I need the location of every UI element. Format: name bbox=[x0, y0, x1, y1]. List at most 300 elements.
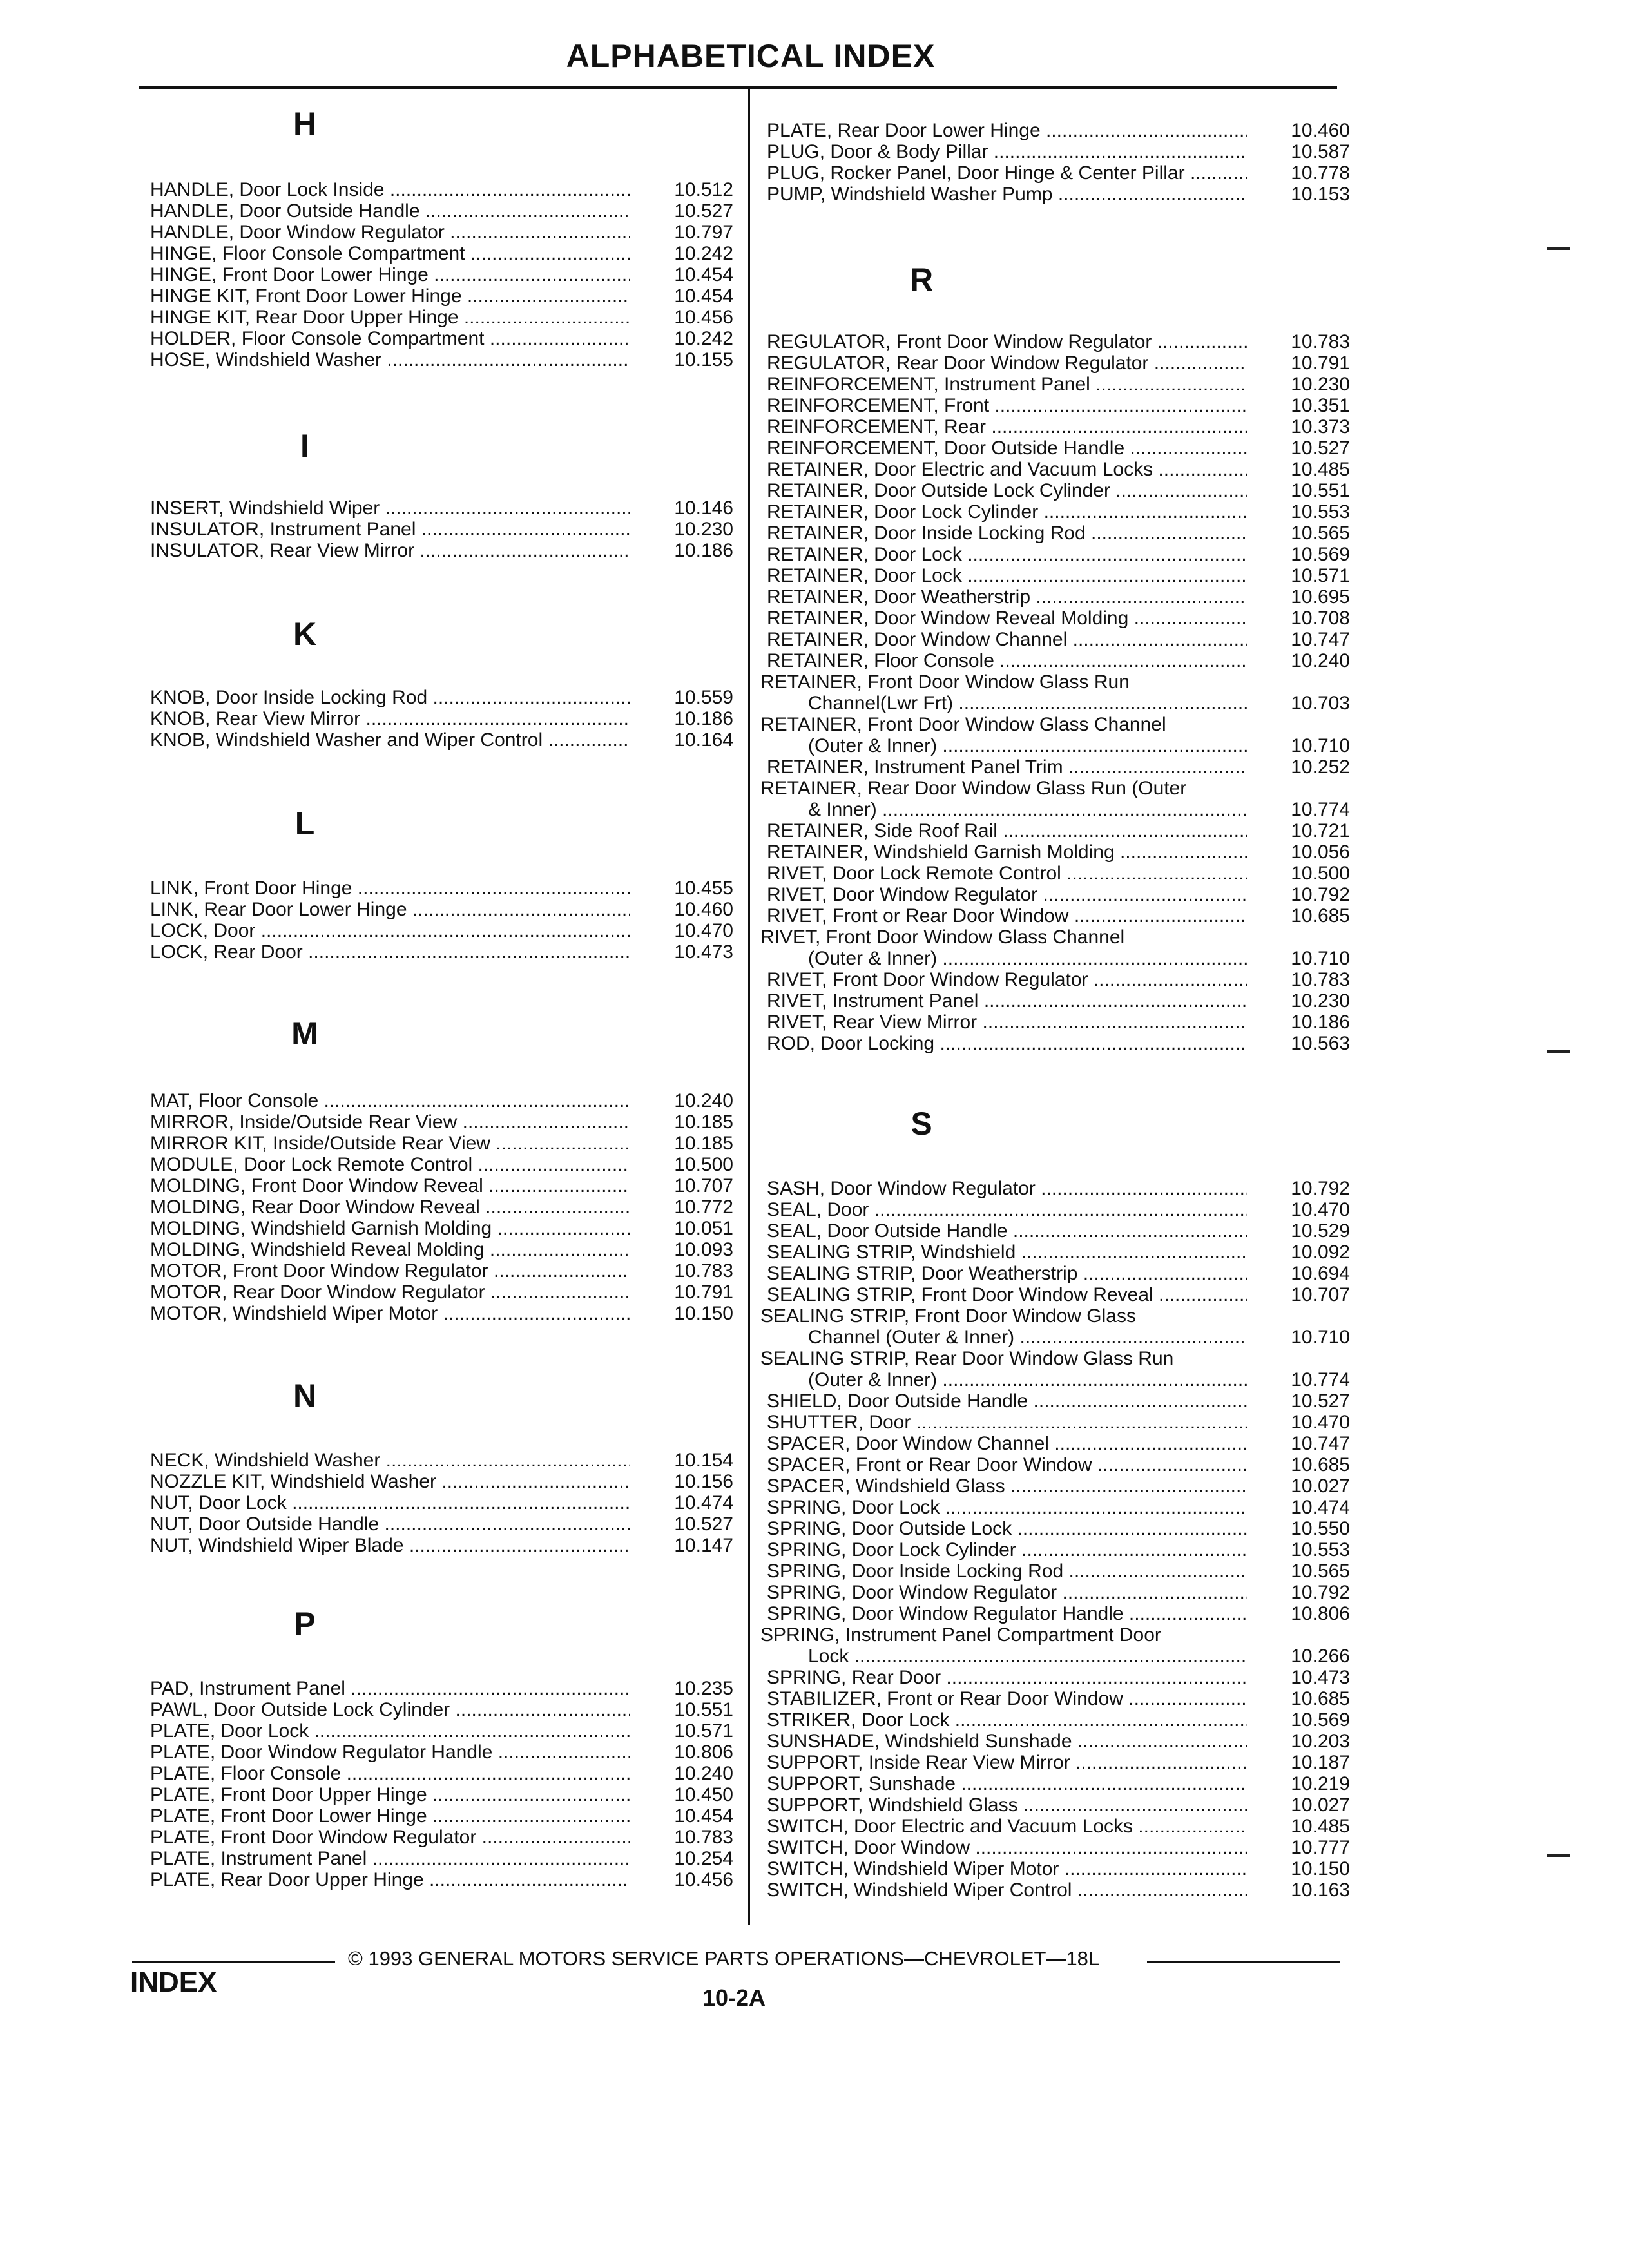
entry-page-number: 10.559 bbox=[674, 687, 733, 708]
index-entry bbox=[144, 941, 740, 963]
entry-page-number: 10.351 bbox=[1291, 395, 1350, 416]
index-entry bbox=[760, 1242, 1356, 1263]
entry-page-number: 10.473 bbox=[674, 941, 733, 963]
index-entry bbox=[144, 307, 740, 328]
entry-page-number: 10.551 bbox=[1291, 480, 1350, 501]
entry-list bbox=[144, 1090, 740, 1324]
index-entry bbox=[760, 1012, 1356, 1033]
section-letter: R bbox=[909, 262, 934, 298]
entry-text: PLATE, Door Window Regulator Handle ..... bbox=[150, 1742, 630, 1763]
section-letter: I bbox=[300, 428, 309, 464]
index-entry bbox=[144, 328, 740, 349]
index-entry bbox=[144, 1763, 740, 1784]
entry-text: STABILIZER, Front or Rear Door Window ..... bbox=[767, 1688, 1247, 1709]
index-entry bbox=[760, 1284, 1356, 1305]
index-entry bbox=[760, 756, 1356, 778]
entry-page-number: 10.373 bbox=[1291, 416, 1350, 437]
index-entry bbox=[760, 1178, 1356, 1199]
index-entry bbox=[760, 1879, 1356, 1901]
index-entry bbox=[144, 1218, 740, 1239]
index-entry bbox=[144, 1492, 740, 1514]
index-entry bbox=[144, 1133, 740, 1154]
index-entry bbox=[760, 1518, 1356, 1539]
entry-page-number: 10.485 bbox=[1291, 1816, 1350, 1837]
index-entry bbox=[760, 352, 1356, 374]
entry-text: Lock ..... bbox=[767, 1646, 1247, 1667]
entry-text: Channel (Outer & Inner) ..... bbox=[767, 1327, 1247, 1348]
index-entry bbox=[760, 650, 1356, 671]
index-entry bbox=[760, 437, 1356, 459]
index-entry bbox=[760, 1433, 1356, 1454]
entry-text: LOCK, Rear Door ..... bbox=[150, 941, 630, 963]
index-entry bbox=[144, 1805, 740, 1827]
entry-page-number: 10.093 bbox=[674, 1239, 733, 1260]
entry-page-number: 10.685 bbox=[1291, 1454, 1350, 1475]
entry-text: RETAINER, Door Window Channel ..... bbox=[767, 629, 1247, 650]
entry-text: HANDLE, Door Lock Inside ..... bbox=[150, 179, 630, 200]
entry-page-number: 10.710 bbox=[1291, 948, 1350, 969]
index-entry bbox=[760, 1305, 1356, 1348]
footer-rule-left bbox=[132, 1961, 335, 1963]
index-entry bbox=[144, 1111, 740, 1133]
entry-text: SUPPORT, Windshield Glass ..... bbox=[767, 1794, 1247, 1816]
entry-text: PAWL, Door Outside Lock Cylinder ..... bbox=[150, 1699, 630, 1720]
index-entry bbox=[760, 1816, 1356, 1837]
index-entry bbox=[144, 1090, 740, 1111]
entry-text: MOLDING, Rear Door Window Reveal ..... bbox=[150, 1196, 630, 1218]
entry-text: SPACER, Door Window Channel ..... bbox=[767, 1433, 1247, 1454]
entry-text: KNOB, Rear View Mirror ..... bbox=[150, 708, 630, 729]
index-entry bbox=[760, 1199, 1356, 1220]
index-entry bbox=[760, 1624, 1356, 1667]
entry-text: SPRING, Door Inside Locking Rod ..... bbox=[767, 1561, 1247, 1582]
entry-text: INSULATOR, Instrument Panel ..... bbox=[150, 519, 630, 540]
entry-text: MIRROR, Inside/Outside Rear View ..... bbox=[150, 1111, 630, 1133]
entry-page-number: 10.186 bbox=[674, 708, 733, 729]
entry-text: KNOB, Windshield Washer and Wiper Control ..... bbox=[150, 729, 630, 751]
index-entry bbox=[144, 920, 740, 941]
entry-page-number: 10.254 bbox=[674, 1848, 733, 1869]
entry-text: SWITCH, Windshield Wiper Control ..... bbox=[767, 1879, 1247, 1901]
entry-text: RETAINER, Door Lock Cylinder ..... bbox=[767, 501, 1247, 523]
entry-page-number: 10.707 bbox=[1291, 1284, 1350, 1305]
entry-page-number: 10.806 bbox=[1291, 1603, 1350, 1624]
entry-page-number: 10.230 bbox=[674, 519, 733, 540]
index-entry bbox=[760, 1794, 1356, 1816]
entry-text: MAT, Floor Console ..... bbox=[150, 1090, 630, 1111]
entry-text: NECK, Windshield Washer ..... bbox=[150, 1450, 630, 1471]
index-entry bbox=[144, 285, 740, 307]
index-entry bbox=[760, 820, 1356, 841]
index-entry bbox=[760, 416, 1356, 437]
entry-text: RIVET, Front Door Window Regulator ..... bbox=[767, 969, 1247, 990]
index-entry bbox=[760, 905, 1356, 927]
entry-text: SUPPORT, Sunshade ..... bbox=[767, 1773, 1247, 1794]
index-entry bbox=[144, 1154, 740, 1175]
entry-text: LINK, Front Door Hinge ..... bbox=[150, 878, 630, 899]
entry-text: PLATE, Instrument Panel ..... bbox=[150, 1848, 630, 1869]
index-entry bbox=[760, 162, 1356, 184]
entry-page-number: 10.240 bbox=[1291, 650, 1350, 671]
entry-text: RETAINER, Door Lock ..... bbox=[767, 544, 1247, 565]
entry-text: RETAINER, Door Lock ..... bbox=[767, 565, 1247, 586]
entry-text: SPACER, Front or Rear Door Window ..... bbox=[767, 1454, 1247, 1475]
entry-text-first-line: RIVET, Front Door Window Glass Channel bbox=[760, 927, 1125, 948]
entry-text: PUMP, Windshield Washer Pump ..... bbox=[767, 184, 1247, 205]
entry-text: PLATE, Rear Door Upper Hinge ..... bbox=[150, 1869, 630, 1890]
entry-text-first-line: RETAINER, Front Door Window Glass Run bbox=[760, 671, 1130, 693]
entry-page-number: 10.777 bbox=[1291, 1837, 1350, 1858]
index-entry bbox=[144, 687, 740, 708]
entry-page-number: 10.147 bbox=[674, 1535, 733, 1556]
index-entry bbox=[144, 1196, 740, 1218]
entry-page-number: 10.460 bbox=[1291, 120, 1350, 141]
index-entry bbox=[144, 1282, 740, 1303]
entry-page-number: 10.242 bbox=[674, 328, 733, 349]
entry-page-number: 10.456 bbox=[674, 307, 733, 328]
index-entry bbox=[760, 884, 1356, 905]
entry-page-number: 10.155 bbox=[674, 349, 733, 370]
index-entry bbox=[144, 1869, 740, 1890]
index-entry bbox=[760, 586, 1356, 608]
entry-text: MOLDING, Front Door Window Reveal ..... bbox=[150, 1175, 630, 1196]
index-entry bbox=[760, 1688, 1356, 1709]
entry-list bbox=[760, 120, 1356, 205]
entry-text: SEAL, Door ..... bbox=[767, 1199, 1247, 1220]
entry-page-number: 10.792 bbox=[1291, 884, 1350, 905]
entry-text: HINGE KIT, Front Door Lower Hinge ..... bbox=[150, 285, 630, 307]
page-title: ALPHABETICAL INDEX bbox=[566, 38, 936, 74]
entry-text: NUT, Door Outside Handle ..... bbox=[150, 1514, 630, 1535]
entry-page-number: 10.569 bbox=[1291, 1709, 1350, 1731]
index-entry bbox=[760, 1603, 1356, 1624]
index-entry bbox=[760, 1220, 1356, 1242]
entry-text: REINFORCEMENT, Instrument Panel ..... bbox=[767, 374, 1247, 395]
entry-list bbox=[144, 1678, 740, 1890]
index-entry bbox=[760, 480, 1356, 501]
entry-page-number: 10.470 bbox=[674, 920, 733, 941]
entry-page-number: 10.587 bbox=[1291, 141, 1350, 162]
entry-text: RETAINER, Door Electric and Vacuum Locks ..... bbox=[767, 459, 1247, 480]
index-entry bbox=[760, 1709, 1356, 1731]
index-entry bbox=[760, 1561, 1356, 1582]
index-entry bbox=[760, 778, 1356, 820]
entry-page-number: 10.685 bbox=[1291, 1688, 1350, 1709]
entry-text: REINFORCEMENT, Front ..... bbox=[767, 395, 1247, 416]
margin-tick bbox=[1547, 1050, 1570, 1053]
entry-page-number: 10.156 bbox=[674, 1471, 733, 1492]
entry-text: PLATE, Door Lock ..... bbox=[150, 1720, 630, 1742]
index-entry bbox=[144, 519, 740, 540]
entry-page-number: 10.721 bbox=[1291, 820, 1350, 841]
entry-page-number: 10.571 bbox=[1291, 565, 1350, 586]
index-entry bbox=[760, 1390, 1356, 1412]
entry-page-number: 10.563 bbox=[1291, 1033, 1350, 1054]
index-entry bbox=[760, 1412, 1356, 1433]
entry-page-number: 10.527 bbox=[674, 200, 733, 222]
entry-text: RETAINER, Side Roof Rail ..... bbox=[767, 820, 1247, 841]
index-entry bbox=[760, 184, 1356, 205]
entry-page-number: 10.450 bbox=[674, 1784, 733, 1805]
entry-text: SPRING, Door Outside Lock ..... bbox=[767, 1518, 1247, 1539]
entry-text: PLATE, Front Door Upper Hinge ..... bbox=[150, 1784, 630, 1805]
entry-text: PLATE, Front Door Window Regulator ..... bbox=[150, 1827, 630, 1848]
index-entry bbox=[760, 374, 1356, 395]
entry-text-first-line: SPRING, Instrument Panel Compartment Door bbox=[760, 1624, 1161, 1646]
index-entry bbox=[760, 1858, 1356, 1879]
entry-page-number: 10.774 bbox=[1291, 799, 1350, 820]
section-letter: H bbox=[293, 106, 317, 142]
entry-text: SASH, Door Window Regulator ..... bbox=[767, 1178, 1247, 1199]
entry-page-number: 10.792 bbox=[1291, 1582, 1350, 1603]
column-divider bbox=[748, 88, 750, 1925]
entry-page-number: 10.553 bbox=[1291, 501, 1350, 523]
entry-page-number: 10.791 bbox=[1291, 352, 1350, 374]
entry-text: INSERT, Windshield Wiper ..... bbox=[150, 497, 630, 519]
entry-text: RETAINER, Door Outside Lock Cylinder ..... bbox=[767, 480, 1247, 501]
entry-page-number: 10.792 bbox=[1291, 1178, 1350, 1199]
entry-text: SWITCH, Windshield Wiper Motor ..... bbox=[767, 1858, 1247, 1879]
entry-page-number: 10.783 bbox=[1291, 331, 1350, 352]
entry-text: NUT, Door Lock ..... bbox=[150, 1492, 630, 1514]
entry-text: HINGE, Front Door Lower Hinge ..... bbox=[150, 264, 630, 285]
entry-text: SPRING, Door Window Regulator ..... bbox=[767, 1582, 1247, 1603]
entry-page-number: 10.242 bbox=[674, 243, 733, 264]
index-entry bbox=[144, 222, 740, 243]
entry-page-number: 10.551 bbox=[674, 1699, 733, 1720]
entry-page-number: 10.203 bbox=[1291, 1731, 1350, 1752]
index-entry bbox=[144, 1678, 740, 1699]
index-entry bbox=[760, 1348, 1356, 1390]
entry-list bbox=[144, 497, 740, 561]
entry-text: MOTOR, Front Door Window Regulator ..... bbox=[150, 1260, 630, 1282]
index-entry bbox=[760, 120, 1356, 141]
index-entry bbox=[144, 1699, 740, 1720]
entry-text: MIRROR KIT, Inside/Outside Rear View ..... bbox=[150, 1133, 630, 1154]
index-entry bbox=[760, 1731, 1356, 1752]
index-entry bbox=[144, 1260, 740, 1282]
entry-text: MOLDING, Windshield Garnish Molding ..... bbox=[150, 1218, 630, 1239]
index-entry bbox=[760, 523, 1356, 544]
entry-page-number: 10.500 bbox=[674, 1154, 733, 1175]
entry-page-number: 10.527 bbox=[1291, 1390, 1350, 1412]
index-entry bbox=[144, 264, 740, 285]
entry-text-first-line: RETAINER, Front Door Window Glass Channel bbox=[760, 714, 1166, 735]
entry-page-number: 10.500 bbox=[1291, 863, 1350, 884]
index-entry bbox=[144, 1239, 740, 1260]
entry-page-number: 10.456 bbox=[674, 1869, 733, 1890]
index-entry bbox=[144, 1784, 740, 1805]
index-entry bbox=[144, 708, 740, 729]
entry-page-number: 10.230 bbox=[1291, 990, 1350, 1012]
entry-page-number: 10.695 bbox=[1291, 586, 1350, 608]
entry-page-number: 10.027 bbox=[1291, 1794, 1350, 1816]
entry-page-number: 10.527 bbox=[1291, 437, 1350, 459]
entry-page-number: 10.694 bbox=[1291, 1263, 1350, 1284]
index-entry bbox=[760, 863, 1356, 884]
entry-text: HANDLE, Door Window Regulator ..... bbox=[150, 222, 630, 243]
entry-text: HINGE KIT, Rear Door Upper Hinge ..... bbox=[150, 307, 630, 328]
index-entry bbox=[760, 141, 1356, 162]
entry-page-number: 10.051 bbox=[674, 1218, 733, 1239]
index-entry bbox=[760, 1033, 1356, 1054]
index-entry bbox=[144, 899, 740, 920]
entry-list bbox=[144, 687, 740, 751]
entry-text: SEALING STRIP, Windshield ..... bbox=[767, 1242, 1247, 1263]
index-entry bbox=[760, 331, 1356, 352]
index-entry bbox=[760, 1539, 1356, 1561]
entry-page-number: 10.710 bbox=[1291, 1327, 1350, 1348]
entry-page-number: 10.252 bbox=[1291, 756, 1350, 778]
index-entry bbox=[760, 969, 1356, 990]
entry-page-number: 10.710 bbox=[1291, 735, 1350, 756]
entry-list bbox=[760, 331, 1356, 1054]
footer-rule-right bbox=[1147, 1961, 1340, 1963]
entry-text: RIVET, Rear View Mirror ..... bbox=[767, 1012, 1247, 1033]
index-entry bbox=[144, 1514, 740, 1535]
entry-page-number: 10.783 bbox=[674, 1260, 733, 1282]
index-entry bbox=[144, 1848, 740, 1869]
index-entry bbox=[760, 841, 1356, 863]
entry-text: KNOB, Door Inside Locking Rod ..... bbox=[150, 687, 630, 708]
index-entry bbox=[144, 1535, 740, 1556]
entry-text: SEALING STRIP, Front Door Window Reveal ..... bbox=[767, 1284, 1247, 1305]
index-entry bbox=[144, 497, 740, 519]
entry-page-number: 10.454 bbox=[674, 285, 733, 307]
entry-page-number: 10.708 bbox=[1291, 608, 1350, 629]
entry-text: HINGE, Floor Console Compartment ..... bbox=[150, 243, 630, 264]
entry-page-number: 10.235 bbox=[674, 1678, 733, 1699]
entry-page-number: 10.685 bbox=[1291, 905, 1350, 927]
entry-page-number: 10.154 bbox=[674, 1450, 733, 1471]
entry-text: SPRING, Door Lock Cylinder ..... bbox=[767, 1539, 1247, 1561]
entry-text: RIVET, Door Lock Remote Control ..... bbox=[767, 863, 1247, 884]
entry-page-number: 10.146 bbox=[674, 497, 733, 519]
entry-list bbox=[144, 179, 740, 370]
entry-page-number: 10.474 bbox=[674, 1492, 733, 1514]
index-entry bbox=[760, 1752, 1356, 1773]
entry-text: PLATE, Floor Console ..... bbox=[150, 1763, 630, 1784]
index-entry bbox=[760, 714, 1356, 756]
index-entry bbox=[760, 990, 1356, 1012]
entry-text: HOLDER, Floor Console Compartment ..... bbox=[150, 328, 630, 349]
entry-text: SPRING, Door Window Regulator Handle ..... bbox=[767, 1603, 1247, 1624]
index-entry bbox=[760, 1475, 1356, 1497]
entry-page-number: 10.219 bbox=[1291, 1773, 1350, 1794]
index-entry bbox=[144, 349, 740, 370]
entry-text: ROD, Door Locking ..... bbox=[767, 1033, 1247, 1054]
entry-text: LOCK, Door ..... bbox=[150, 920, 630, 941]
entry-page-number: 10.565 bbox=[1291, 523, 1350, 544]
entry-text: SUPPORT, Inside Rear View Mirror ..... bbox=[767, 1752, 1247, 1773]
index-entry bbox=[144, 200, 740, 222]
entry-text: RETAINER, Floor Console ..... bbox=[767, 650, 1247, 671]
entry-text: SUNSHADE, Windshield Sunshade ..... bbox=[767, 1731, 1247, 1752]
entry-page-number: 10.266 bbox=[1291, 1646, 1350, 1667]
copyright-line: © 1993 GENERAL MOTORS SERVICE PARTS OPERATIONS—CHEVROLET—18L bbox=[348, 1947, 1100, 1970]
index-entry bbox=[144, 1827, 740, 1848]
index-entry bbox=[144, 243, 740, 264]
index-entry bbox=[760, 565, 1356, 586]
entry-text: HANDLE, Door Outside Handle ..... bbox=[150, 200, 630, 222]
section-label: INDEX bbox=[130, 1966, 217, 1998]
entry-text: SPRING, Rear Door ..... bbox=[767, 1667, 1247, 1688]
index-entry bbox=[144, 540, 740, 561]
entry-text: RETAINER, Door Window Reveal Molding ..... bbox=[767, 608, 1247, 629]
index-entry bbox=[760, 1773, 1356, 1794]
entry-page-number: 10.470 bbox=[1291, 1199, 1350, 1220]
entry-page-number: 10.512 bbox=[674, 179, 733, 200]
entry-text: NOZZLE KIT, Windshield Washer ..... bbox=[150, 1471, 630, 1492]
entry-text: RETAINER, Windshield Garnish Molding ..... bbox=[767, 841, 1247, 863]
entry-text: REGULATOR, Front Door Window Regulator ..... bbox=[767, 331, 1247, 352]
entry-page-number: 10.529 bbox=[1291, 1220, 1350, 1242]
entry-page-number: 10.772 bbox=[674, 1196, 733, 1218]
entry-text: RIVET, Front or Rear Door Window ..... bbox=[767, 905, 1247, 927]
entry-text-first-line: SEALING STRIP, Rear Door Window Glass Run bbox=[760, 1348, 1174, 1369]
entry-text: SWITCH, Door Electric and Vacuum Locks ..... bbox=[767, 1816, 1247, 1837]
entry-text-first-line: RETAINER, Rear Door Window Glass Run (Outer bbox=[760, 778, 1187, 799]
index-entry bbox=[144, 878, 740, 899]
section-letter: K bbox=[293, 616, 317, 652]
entry-text: INSULATOR, Rear View Mirror ..... bbox=[150, 540, 630, 561]
index-entry bbox=[760, 1837, 1356, 1858]
entry-text: STRIKER, Door Lock ..... bbox=[767, 1709, 1247, 1731]
entry-text: REGULATOR, Rear Door Window Regulator ..... bbox=[767, 352, 1247, 374]
index-entry bbox=[760, 927, 1356, 969]
entry-text: (Outer & Inner) ..... bbox=[767, 735, 1247, 756]
index-entry bbox=[760, 395, 1356, 416]
entry-page-number: 10.474 bbox=[1291, 1497, 1350, 1518]
index-entry bbox=[144, 179, 740, 200]
entry-page-number: 10.240 bbox=[674, 1763, 733, 1784]
entry-text: REINFORCEMENT, Rear ..... bbox=[767, 416, 1247, 437]
entry-text: REINFORCEMENT, Door Outside Handle ..... bbox=[767, 437, 1247, 459]
entry-page-number: 10.454 bbox=[674, 1805, 733, 1827]
entry-text: RETAINER, Instrument Panel Trim ..... bbox=[767, 756, 1247, 778]
entry-page-number: 10.230 bbox=[1291, 374, 1350, 395]
entry-list bbox=[144, 1450, 740, 1556]
entry-text: PAD, Instrument Panel ..... bbox=[150, 1678, 630, 1699]
index-entry bbox=[760, 1263, 1356, 1284]
entry-text: RIVET, Door Window Regulator ..... bbox=[767, 884, 1247, 905]
entry-text: PLATE, Rear Door Lower Hinge ..... bbox=[767, 120, 1247, 141]
entry-page-number: 10.791 bbox=[674, 1282, 733, 1303]
entry-page-number: 10.527 bbox=[674, 1514, 733, 1535]
index-entry bbox=[144, 1450, 740, 1471]
entry-page-number: 10.569 bbox=[1291, 544, 1350, 565]
entry-page-number: 10.747 bbox=[1291, 1433, 1350, 1454]
entry-text: SPRING, Door Lock ..... bbox=[767, 1497, 1247, 1518]
entry-page-number: 10.454 bbox=[674, 264, 733, 285]
entry-page-number: 10.806 bbox=[674, 1742, 733, 1763]
entry-text: SEALING STRIP, Door Weatherstrip ..... bbox=[767, 1263, 1247, 1284]
entry-text: (Outer & Inner) ..... bbox=[767, 1369, 1247, 1390]
section-letter: N bbox=[293, 1378, 317, 1414]
entry-text: PLUG, Door & Body Pillar ..... bbox=[767, 141, 1247, 162]
entry-page-number: 10.150 bbox=[1291, 1858, 1350, 1879]
entry-text: SHIELD, Door Outside Handle ..... bbox=[767, 1390, 1247, 1412]
index-entry bbox=[760, 1582, 1356, 1603]
entry-page-number: 10.240 bbox=[674, 1090, 733, 1111]
entry-page-number: 10.187 bbox=[1291, 1752, 1350, 1773]
entry-page-number: 10.185 bbox=[674, 1133, 733, 1154]
entry-text: RETAINER, Door Inside Locking Rod ..... bbox=[767, 523, 1247, 544]
entry-list bbox=[760, 1178, 1356, 1901]
page-number: 10-2A bbox=[702, 1984, 766, 2011]
entry-page-number: 10.185 bbox=[674, 1111, 733, 1133]
section-letter: S bbox=[911, 1106, 932, 1142]
